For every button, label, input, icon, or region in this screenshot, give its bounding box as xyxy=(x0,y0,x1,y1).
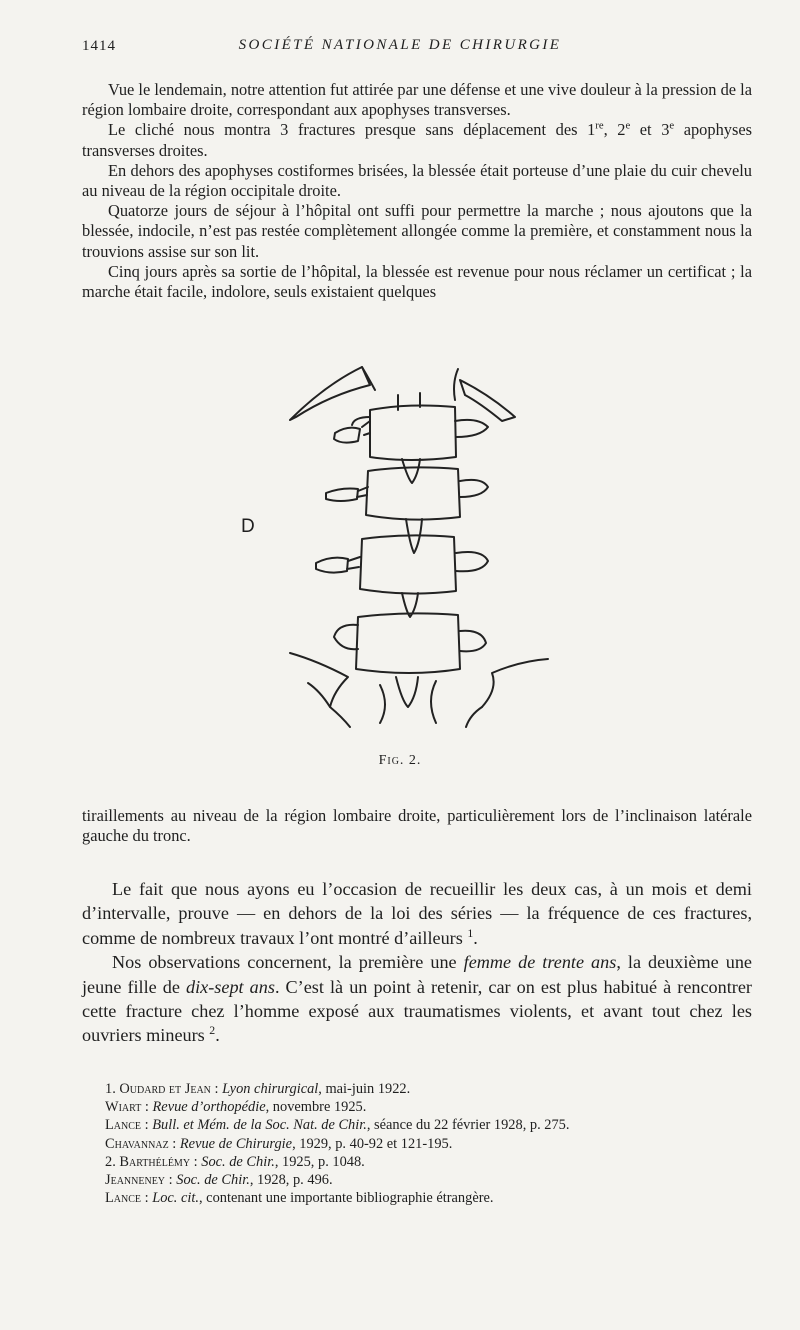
paragraph: Quatorze jours de séjour à l’hôpital ont suffi pour permettre la marche ; nous ajoutons que la blessée, indocile, n’est pas restée complètement allongée comme la première, et constamment nous la trouvions assise sur son lit. xyxy=(82,201,752,261)
transverse-process-l4 xyxy=(334,625,358,650)
figure-caption: Fig. 2. xyxy=(378,753,422,768)
transverse-process-r2 xyxy=(460,480,488,497)
rib-left xyxy=(290,367,370,420)
conclusion-paragraph-2: Nos observations concernent, la première une femme de trente ans, la deuxième une jeune fille de dix-sept ans. C’est là un point à retenir, car on est plus habitué à rencontrer cette fracture chez l’homme exposé aux traumatismes violents, et avant tout chez les ouvriers mineurs $^2$. xyxy=(82,952,752,1046)
iliac-left xyxy=(290,653,348,707)
footnotes xyxy=(105,1080,765,1207)
rib-right-inner xyxy=(454,369,458,400)
footnote: Jeanneney : Soc. de Chir., 1928, p. 496. xyxy=(105,1172,333,1189)
conclusion-text xyxy=(82,877,752,1048)
footnote: Lance : Loc. cit., contenant une importante bibliographie étrangère. xyxy=(105,1190,494,1207)
spine-figure xyxy=(230,355,560,740)
fracture-fragment-3 xyxy=(316,558,348,573)
transverse-process-r4 xyxy=(460,631,486,652)
iliac-right xyxy=(482,659,548,707)
footnote-ref: 2 xyxy=(209,1023,216,1038)
footnote: Chavannaz : Revue de Chirurgie, 1929, p. 40-92 et 121-195. xyxy=(105,1135,453,1152)
fracture-fragment-1 xyxy=(334,428,360,443)
conclusion-paragraph-1: Le fait que nous ayons eu l’occasion de recueillir les deux cas, à un mois et demi d’intervalle, prouve — en dehors de la loi des séries — la fréquence de ces fractures, comme de nombreux travaux l’ont montré d’ailleurs $^1$. xyxy=(82,879,752,948)
running-head: SOCIÉTÉ NATIONALE DE CHIRURGIE xyxy=(238,37,562,53)
upper-text xyxy=(82,80,752,302)
paragraph: Cinq jours après sa sortie de l’hôpital, la blessée est revenue pour nous réclamer un certificat ; la marche était facile, indolore, seuls existaient quelques xyxy=(82,261,752,302)
transverse-process-r1 xyxy=(455,420,488,437)
footnote: 1. Oudard et Jean : Lyon chirurgical, mai-juin 1922. xyxy=(105,1081,411,1097)
cliche-paragraph: Le cliché nous montra 3 fractures presque sans déplacement des 1re, 2e et 3e apophyses transverses droites. xyxy=(82,120,752,160)
vertebra-2 xyxy=(366,467,460,519)
spine-drawing xyxy=(230,355,560,740)
vertebra-1 xyxy=(370,406,456,460)
fracture-fragment-2 xyxy=(326,489,358,502)
footnote: Lance : Bull. et Mém. de la Soc. Nat. de Chir., séance du 22 février 1928, p. 275. xyxy=(105,1117,570,1134)
paragraph: Vue le lendemain, notre attention fut attirée par une défense et une vive douleur à la pression de la région lombaire droite, correspondant aux apophyses transverses. xyxy=(82,80,752,120)
vertebra-4 xyxy=(356,613,460,673)
vertebra-3 xyxy=(360,535,456,593)
page-number: 1414 xyxy=(82,38,116,54)
rib-right xyxy=(460,380,515,421)
paragraph: tiraillements au niveau de la région lombaire droite, particulièrement lors de l’inclinaison latérale gauche du tronc. xyxy=(82,806,752,846)
figure-side-label: D xyxy=(241,516,255,537)
footnote: Wiart : Revue d’orthopédie, novembre 1925. xyxy=(105,1099,367,1116)
transverse-process-r3 xyxy=(456,552,488,571)
footnote-ref: 1 xyxy=(467,925,474,940)
footnote: 2. Barthélémy : Soc. de Chir., 1925, p. 1048. xyxy=(105,1153,365,1170)
sacrum xyxy=(380,681,436,723)
paragraph: En dehors des apophyses costiformes brisées, la blessée était porteuse d’une plaie du cuir chevelu au niveau de la région occipitale droite. xyxy=(82,160,752,201)
continuation-text xyxy=(82,806,752,846)
